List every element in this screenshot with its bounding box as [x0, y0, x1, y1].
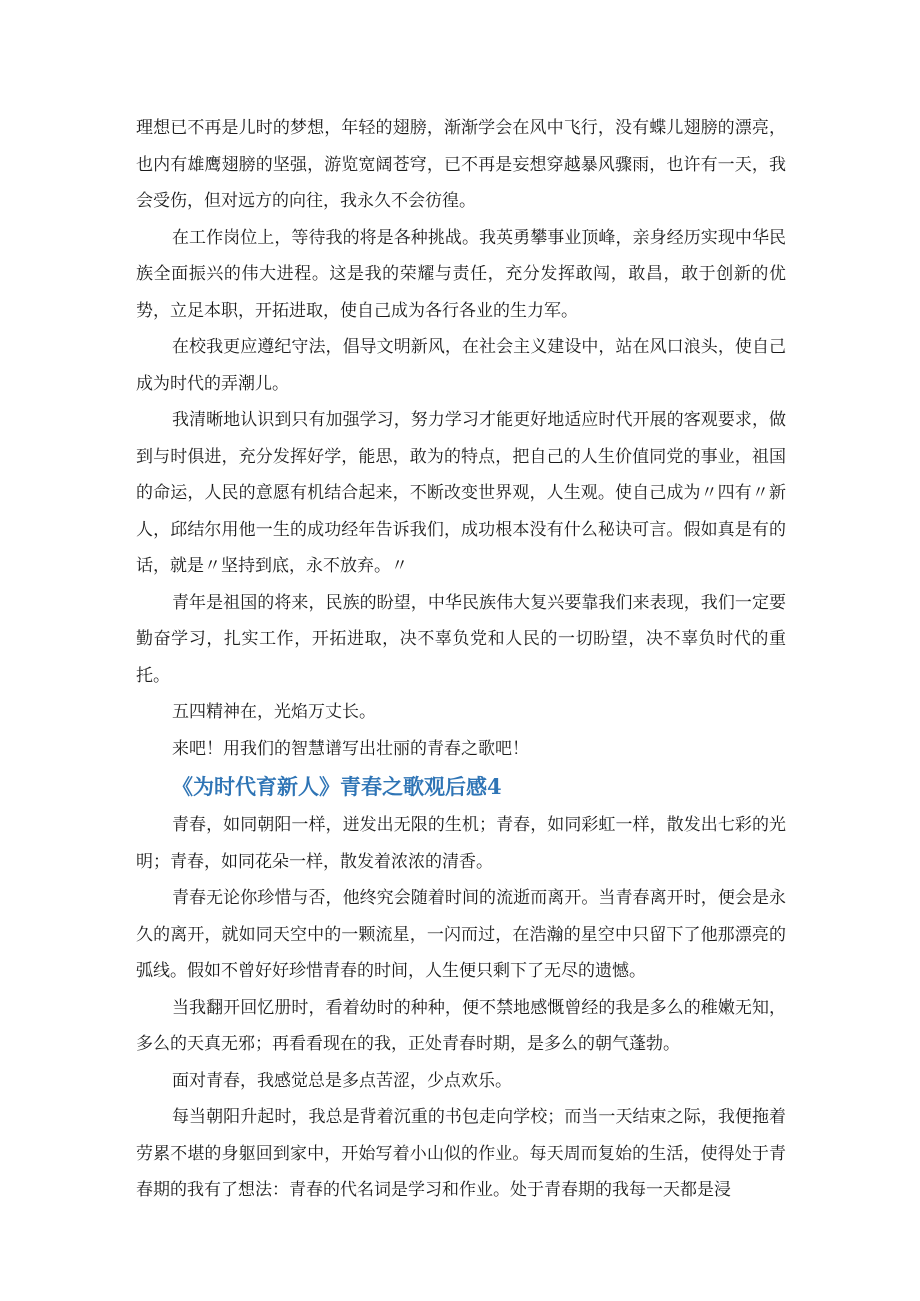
paragraph: 青春无论你珍惜与否，他终究会随着时间的流逝而离开。当青春离开时，便会是永久的离开，就如同天空中的一颗流星，一闪而过，在浩瀚的星空中只留下了他那漂亮的弧线。假如不曾好好珍惜青春的时间，人生便只剩下了无尽的遗憾。 [136, 888, 786, 981]
paragraph: 五四精神在，光焰万丈长。 [172, 702, 376, 722]
section-title: 《为时代育新人》青春之歌观后感4 [172, 774, 502, 799]
paragraph: 当我翻开回忆册时，看着幼时的种种，便不禁地感慨曾经的我是多么的稚嫩无知，多么的天真无邪；再看看现在的我，正处青春时期，是多么的朝气蓬勃。 [136, 997, 786, 1054]
paragraph: 面对青春，我感觉总是多点苦涩，少点欢乐。 [172, 1070, 512, 1091]
paragraph: 青年是祖国的将来，民族的盼望，中华民族伟大复兴要靠我们来表现，我们一定要勤奋学习，扎实工作，开拓进取，决不辜负党和人民的一切盼望，决不辜负时代的重托。 [136, 592, 786, 686]
paragraph: 在校我更应遵纪守法，倡导文明新风，在社会主义建设中，站在风口浪头，使自己成为时代的弄潮儿。 [136, 337, 786, 394]
paragraph: 青春，如同朝阳一样，迸发出无限的生机；青春，如同彩虹一样，散发出七彩的光明；青春，如同花朵一样，散发着浓浓的清香。 [136, 815, 786, 872]
paragraph: 每当朝阳升起时，我总是背着沉重的书包走向学校；而当一天结束之际，我便拖着劳累不堪的身躯回到家中，开始写着小山似的作业。每天周而复始的生活，使得处于青春期的我有了想法：青春的代名词是学习和作业。处于青春期的我每一天都是浸 [136, 1107, 786, 1200]
paragraph: 理想已不再是儿时的梦想，年轻的翅膀，渐渐学会在风中飞行，没有蝶儿翅膀的漂亮，也内有雄鹰翅膀的坚强，游览宽阔苍穹，已不再是妄想穿越暴风骤雨，也许有一天，我会受伤，但对远方的向往，我永久不会彷徨。 [136, 118, 786, 211]
document-body [136, 110, 786, 1209]
paragraph: 来吧！用我们的智慧谱写出壮丽的青春之歌吧！ [172, 738, 529, 759]
paragraph: 我清晰地认识到只有加强学习，努力学习才能更好地适应时代开展的客观要求，做到与时俱进，充分发挥好学，能思，敢为的特点，把自己的人生价值同党的事业，祖国的命运，人民的意愿有机结合起来，不断改变世界观，人生观。使自己成为〃四有〃新人，邱结尔用他一生的成功经年告诉我们，成功根本没有什么秘诀可言。假如真是有的话，就是〃坚持到底，永不放弃。〃 [136, 410, 786, 576]
paragraph: 在工作岗位上，等待我的将是各种挑战。我英勇攀事业顶峰，亲身经历实现中华民族全面振兴的伟大进程。这是我的荣耀与责任，充分发挥敢闯，敢昌，敢于创新的优势，立足本职，开拓进取，使自己成为各行各业的生力军。 [136, 227, 786, 321]
